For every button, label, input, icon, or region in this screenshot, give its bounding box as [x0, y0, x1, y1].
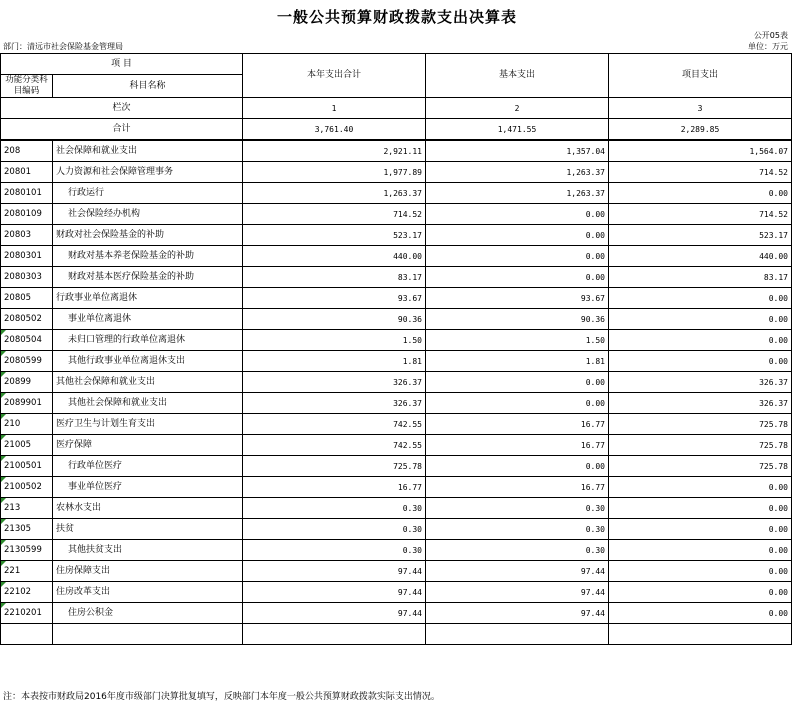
- row-name-text: 行政运行: [68, 187, 105, 198]
- blank-cell: [426, 624, 609, 645]
- row-value-1: 1.50: [243, 330, 426, 351]
- cell-marker-icon: [1, 540, 6, 545]
- row-code-text: 2089901: [4, 397, 42, 408]
- row-index-label: 栏次: [1, 98, 243, 119]
- row-name: [53, 140, 243, 162]
- header-total: 本年支出合计: [243, 54, 426, 98]
- table-row: [1, 603, 792, 624]
- row-name: [53, 288, 243, 309]
- row-value-2: 0.00: [426, 204, 609, 225]
- blank-row: [1, 624, 792, 645]
- table-row: [1, 225, 792, 246]
- row-value-3: 0.00: [609, 582, 792, 603]
- row-value-1: 1.81: [243, 351, 426, 372]
- row-value-3: 0.00: [609, 519, 792, 540]
- row-value-2: 16.77: [426, 435, 609, 456]
- row-code-text: 2130599: [4, 544, 42, 555]
- row-name-text: 行政事业单位离退休: [56, 292, 138, 303]
- row-name: [53, 225, 243, 246]
- row-name: [53, 477, 243, 498]
- row-value-3: 0.00: [609, 330, 792, 351]
- row-code: [1, 140, 53, 162]
- table-row: [1, 204, 792, 225]
- row-value-3: 440.00: [609, 246, 792, 267]
- row-code: [1, 561, 53, 582]
- row-name-text: 社会保险经办机构: [68, 208, 141, 219]
- row-code: [1, 603, 53, 624]
- table-row: [1, 477, 792, 498]
- row-name: [53, 246, 243, 267]
- row-code: [1, 414, 53, 435]
- table-row: [1, 351, 792, 372]
- row-name: [53, 309, 243, 330]
- row-name: [53, 582, 243, 603]
- cell-marker-icon: [1, 519, 6, 524]
- row-value-2: 0.00: [426, 225, 609, 246]
- form-code: 公开05表: [753, 31, 788, 40]
- row-name: [53, 183, 243, 204]
- table-row: [1, 456, 792, 477]
- row-name-text: 医疗保障: [56, 439, 93, 450]
- row-code-text: 213: [4, 502, 21, 513]
- row-name-text: 社会保障和就业支出: [56, 145, 138, 156]
- row-value-2: 97.44: [426, 561, 609, 582]
- row-code: [1, 456, 53, 477]
- row-name-text: 财政对社会保险基金的补助: [56, 229, 165, 240]
- cell-marker-icon: [1, 477, 6, 482]
- cell-marker-icon: [1, 561, 6, 566]
- row-code: [1, 288, 53, 309]
- cell-marker-icon: [1, 435, 6, 440]
- table-row: [1, 183, 792, 204]
- row-name-text: 住房改革支出: [56, 586, 111, 597]
- row-value-1: 742.55: [243, 414, 426, 435]
- row-value-3: 0.00: [609, 309, 792, 330]
- row-name-text: 行政单位医疗: [68, 460, 123, 471]
- row-name-text: 医疗卫生与计划生育支出: [56, 418, 156, 429]
- table-row: [1, 414, 792, 435]
- header-subject-name: 科目名称: [53, 75, 243, 98]
- row-value-1: 0.30: [243, 540, 426, 561]
- row-name-text: 住房公积金: [68, 607, 114, 618]
- blank-cell: [609, 624, 792, 645]
- total-value-1: 3,761.40: [243, 119, 426, 141]
- row-value-3: 0.00: [609, 498, 792, 519]
- row-code-text: 20803: [4, 229, 32, 240]
- row-value-1: 16.77: [243, 477, 426, 498]
- row-name: [53, 393, 243, 414]
- table-row: [1, 540, 792, 561]
- department-label: 部门：清远市社会保险基金管理局: [3, 42, 123, 51]
- cell-marker-icon: [1, 414, 6, 419]
- row-value-1: 93.67: [243, 288, 426, 309]
- row-code: [1, 582, 53, 603]
- row-value-2: 1.81: [426, 351, 609, 372]
- blank-cell: [243, 624, 426, 645]
- table-row: [1, 288, 792, 309]
- row-value-2: 97.44: [426, 603, 609, 624]
- row-value-1: 83.17: [243, 267, 426, 288]
- table-row: [1, 393, 792, 414]
- row-code-text: 22102: [4, 586, 32, 597]
- table-row: [1, 330, 792, 351]
- row-code: [1, 246, 53, 267]
- table-row: [1, 519, 792, 540]
- row-value-2: 97.44: [426, 582, 609, 603]
- row-value-1: 523.17: [243, 225, 426, 246]
- row-code-text: 2080101: [4, 187, 42, 198]
- row-value-3: 725.78: [609, 456, 792, 477]
- table-row: [1, 498, 792, 519]
- row-name-text: 财政对基本养老保险基金的补助: [68, 250, 195, 261]
- row-code-text: 20899: [4, 376, 32, 387]
- row-code: [1, 225, 53, 246]
- row-name: [53, 330, 243, 351]
- row-name: [53, 519, 243, 540]
- row-value-1: 1,977.89: [243, 162, 426, 183]
- row-value-2: 0.00: [426, 393, 609, 414]
- row-name-text: 农林水支出: [56, 502, 102, 513]
- table-row: [1, 162, 792, 183]
- row-value-1: 725.78: [243, 456, 426, 477]
- cell-marker-icon: [1, 582, 6, 587]
- row-value-3: 0.00: [609, 561, 792, 582]
- row-name: [53, 414, 243, 435]
- table-row: [1, 267, 792, 288]
- row-value-1: 0.30: [243, 519, 426, 540]
- cell-marker-icon: [1, 603, 6, 608]
- row-name-text: 其他社会保障和就业支出: [56, 376, 156, 387]
- row-code: [1, 435, 53, 456]
- row-value-3: 0.00: [609, 603, 792, 624]
- row-name: [53, 603, 243, 624]
- row-name: [53, 372, 243, 393]
- row-value-2: 0.30: [426, 498, 609, 519]
- row-value-1: 1,263.37: [243, 183, 426, 204]
- row-value-2: 1,357.04: [426, 140, 609, 162]
- row-value-1: 2,921.11: [243, 140, 426, 162]
- row-code-text: 2100502: [4, 481, 42, 492]
- row-value-3: 0.00: [609, 183, 792, 204]
- header-project: 项 目: [1, 54, 243, 75]
- row-value-2: 0.00: [426, 456, 609, 477]
- row-name-text: 未归口管理的行政单位离退休: [68, 334, 186, 345]
- row-code-text: 2080502: [4, 313, 42, 324]
- row-name-text: 事业单位离退休: [68, 313, 132, 324]
- row-code-text: 2100501: [4, 460, 42, 471]
- row-value-2: 0.30: [426, 540, 609, 561]
- row-code-text: 20805: [4, 292, 32, 303]
- page-title: 一般公共预算财政拨款支出决算表: [276, 8, 517, 26]
- row-name: [53, 456, 243, 477]
- row-value-3: 0.00: [609, 288, 792, 309]
- row-code-text: 2080303: [4, 271, 42, 282]
- row-value-1: 97.44: [243, 603, 426, 624]
- row-code-text: 210: [4, 418, 21, 429]
- cell-marker-icon: [1, 351, 6, 356]
- row-value-1: 97.44: [243, 582, 426, 603]
- row-code-text: 2080504: [4, 334, 42, 345]
- total-label: 合计: [1, 119, 243, 141]
- row-name-text: 其他扶贫支出: [68, 544, 123, 555]
- row-code-text: 2080599: [4, 355, 42, 366]
- row-code: [1, 309, 53, 330]
- row-value-3: 523.17: [609, 225, 792, 246]
- table-row: [1, 372, 792, 393]
- row-name: [53, 351, 243, 372]
- table-row: [1, 246, 792, 267]
- row-name-text: 财政对基本医疗保险基金的补助: [68, 271, 195, 282]
- blank-cell: [1, 624, 53, 645]
- row-value-3: 83.17: [609, 267, 792, 288]
- row-index-1: 1: [243, 98, 426, 119]
- total-value-3: 2,289.85: [609, 119, 792, 141]
- cell-marker-icon: [1, 330, 6, 335]
- row-name: [53, 267, 243, 288]
- row-value-1: 326.37: [243, 393, 426, 414]
- row-code: [1, 162, 53, 183]
- cell-marker-icon: [1, 456, 6, 461]
- header-basic: 基本支出: [426, 54, 609, 98]
- row-value-2: 1,263.37: [426, 183, 609, 204]
- row-name-text: 其他社会保障和就业支出: [68, 397, 168, 408]
- row-value-1: 326.37: [243, 372, 426, 393]
- row-code: [1, 393, 53, 414]
- row-code: [1, 477, 53, 498]
- row-value-1: 97.44: [243, 561, 426, 582]
- row-value-3: 0.00: [609, 477, 792, 498]
- expenditure-table: [0, 53, 792, 645]
- row-code-text: 221: [4, 565, 21, 576]
- row-value-2: 16.77: [426, 414, 609, 435]
- row-value-2: 90.36: [426, 309, 609, 330]
- row-index-3: 3: [609, 98, 792, 119]
- row-code-text: 20801: [4, 166, 32, 177]
- row-value-3: 725.78: [609, 414, 792, 435]
- row-code: [1, 498, 53, 519]
- row-code-text: 2080109: [4, 208, 42, 219]
- row-value-1: 90.36: [243, 309, 426, 330]
- row-name-text: 其他行政事业单位离退休支出: [68, 355, 186, 366]
- row-value-2: 1.50: [426, 330, 609, 351]
- row-value-3: 1,564.07: [609, 140, 792, 162]
- row-value-3: 714.52: [609, 162, 792, 183]
- row-name: [53, 204, 243, 225]
- row-index-2: 2: [426, 98, 609, 119]
- cell-marker-icon: [1, 498, 6, 503]
- row-value-1: 714.52: [243, 204, 426, 225]
- row-value-3: 326.37: [609, 393, 792, 414]
- row-value-1: 440.00: [243, 246, 426, 267]
- row-code: [1, 540, 53, 561]
- row-code: [1, 267, 53, 288]
- row-code: [1, 351, 53, 372]
- row-value-2: 0.00: [426, 267, 609, 288]
- table-row: [1, 309, 792, 330]
- row-code: [1, 519, 53, 540]
- row-value-2: 0.00: [426, 372, 609, 393]
- table-row: [1, 435, 792, 456]
- unit-label: 单位：万元: [748, 42, 788, 51]
- row-value-3: 0.00: [609, 351, 792, 372]
- row-code: [1, 183, 53, 204]
- row-name-text: 人力资源和社会保障管理事务: [56, 166, 174, 177]
- cell-marker-icon: [1, 372, 6, 377]
- row-value-2: 0.30: [426, 519, 609, 540]
- row-value-2: 16.77: [426, 477, 609, 498]
- row-name-text: 事业单位医疗: [68, 481, 123, 492]
- row-code-text: 208: [4, 145, 21, 156]
- row-value-2: 0.00: [426, 246, 609, 267]
- header-func-code: 功能分类科目编码: [1, 75, 53, 98]
- row-name: [53, 162, 243, 183]
- row-name: [53, 561, 243, 582]
- row-name: [53, 498, 243, 519]
- row-value-2: 1,263.37: [426, 162, 609, 183]
- row-code-text: 21305: [4, 523, 32, 534]
- total-value-2: 1,471.55: [426, 119, 609, 141]
- row-value-1: 0.30: [243, 498, 426, 519]
- row-code-text: 2080301: [4, 250, 42, 261]
- row-value-3: 725.78: [609, 435, 792, 456]
- table-row: [1, 582, 792, 603]
- header-project-exp: 项目支出: [609, 54, 792, 98]
- row-value-2: 93.67: [426, 288, 609, 309]
- row-code: [1, 204, 53, 225]
- row-name: [53, 540, 243, 561]
- row-code: [1, 330, 53, 351]
- row-code-text: 2210201: [4, 607, 42, 618]
- row-name-text: 住房保障支出: [56, 565, 111, 576]
- table-row: [1, 140, 792, 162]
- row-value-3: 714.52: [609, 204, 792, 225]
- cell-marker-icon: [1, 393, 6, 398]
- table-row: [1, 561, 792, 582]
- row-name: [53, 435, 243, 456]
- row-code: [1, 372, 53, 393]
- row-value-3: 326.37: [609, 372, 792, 393]
- row-value-1: 742.55: [243, 435, 426, 456]
- row-code-text: 21005: [4, 439, 32, 450]
- blank-cell: [53, 624, 243, 645]
- row-name-text: 扶贫: [56, 523, 75, 534]
- footnote: 注：本表按市财政局2016年度市级部门决算批复填写，反映部门本年度一般公共预算财政拨款实际支出情况。: [3, 692, 440, 702]
- row-value-3: 0.00: [609, 540, 792, 561]
